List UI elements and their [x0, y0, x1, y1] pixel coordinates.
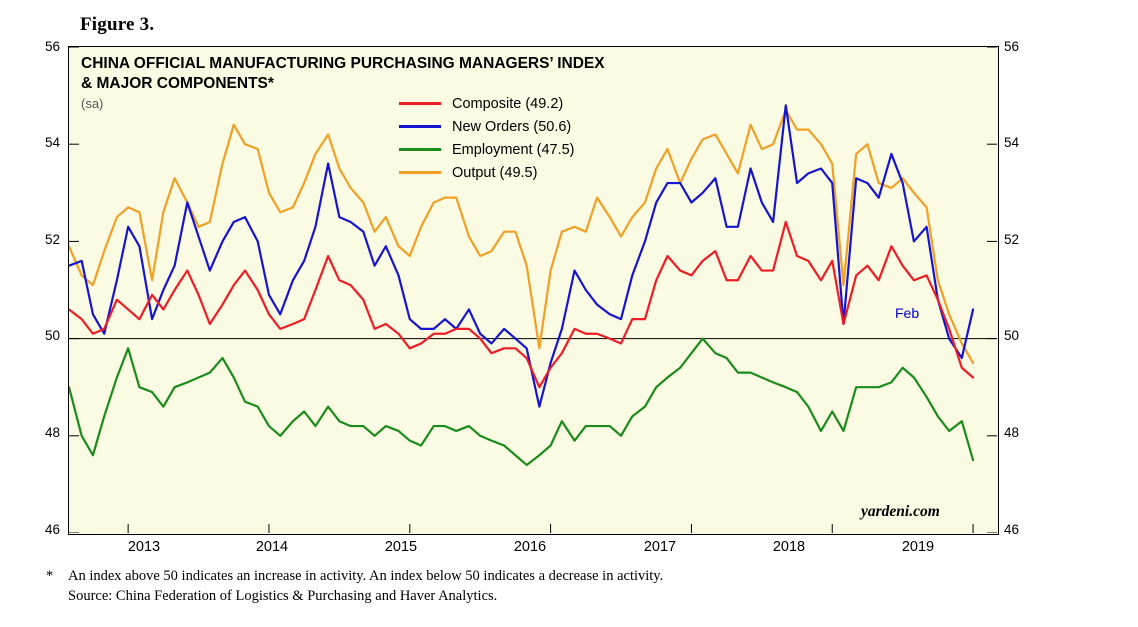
x-tick-2015: 2015	[384, 539, 418, 555]
y-tick-left-52: 52	[44, 232, 60, 247]
y-tick-left-56: 56	[44, 39, 60, 54]
annotation-feb: Feb	[895, 305, 920, 321]
y-tick-right-54: 54	[1004, 135, 1020, 150]
legend-item-composite	[399, 92, 575, 115]
x-tick-2019: 2019	[901, 539, 935, 555]
y-tick-right-48: 48	[1004, 425, 1020, 440]
legend-swatch-employment	[399, 148, 441, 151]
y-tick-left-46: 46	[44, 522, 60, 537]
legend-item-output	[399, 161, 575, 184]
figure-label: Figure 3.	[80, 14, 155, 35]
footnote-source: Source: China Federation of Logistics & Purchasing and Haver Analytics.	[68, 588, 498, 604]
legend-label-output: Output (49.5)	[452, 164, 538, 181]
watermark-yardeni: yardeni.com	[861, 503, 940, 520]
y-tick-left-50: 50	[44, 328, 60, 343]
chart-title	[81, 54, 605, 94]
x-tick-2016: 2016	[513, 539, 547, 555]
chart-subtitle: (sa)	[81, 96, 104, 111]
y-tick-right-52: 52	[1004, 232, 1020, 247]
legend-swatch-output	[399, 171, 441, 174]
y-tick-right-56: 56	[1004, 39, 1020, 54]
y-tick-left-54: 54	[44, 135, 60, 150]
chart-title-line2: & MAJOR COMPONENTS*	[81, 75, 274, 92]
chart-plot-area	[68, 46, 999, 535]
legend-item-employment	[399, 138, 575, 161]
y-tick-right-50: 50	[1004, 328, 1020, 343]
series-line-employment	[69, 339, 973, 465]
legend-label-new-orders: New Orders (50.6)	[452, 118, 572, 135]
x-tick-2017: 2017	[643, 539, 677, 555]
footnote-note: An index above 50 indicates an increase in activity. An index below 50 indicates a decrease in activity.	[68, 568, 664, 584]
footnote-note-row	[46, 566, 663, 586]
chart-legend	[399, 92, 575, 184]
footnote-source-row	[46, 586, 663, 606]
chart-title-line1: CHINA OFFICIAL MANUFACTURING PURCHASING MANAGERS’ INDEX	[81, 55, 605, 72]
legend-swatch-new-orders	[399, 125, 441, 128]
legend-item-new-orders	[399, 115, 575, 138]
y-tick-left-48: 48	[44, 425, 60, 440]
y-tick-right-46: 46	[1004, 522, 1020, 537]
legend-label-employment: Employment (47.5)	[452, 141, 575, 158]
footnotes	[46, 566, 663, 606]
footnote-mark: *	[46, 568, 54, 584]
x-tick-2018: 2018	[772, 539, 806, 555]
legend-label-composite: Composite (49.2)	[452, 95, 564, 112]
x-tick-2014: 2014	[255, 539, 289, 555]
x-tick-2013: 2013	[127, 539, 161, 555]
legend-swatch-composite	[399, 102, 441, 105]
